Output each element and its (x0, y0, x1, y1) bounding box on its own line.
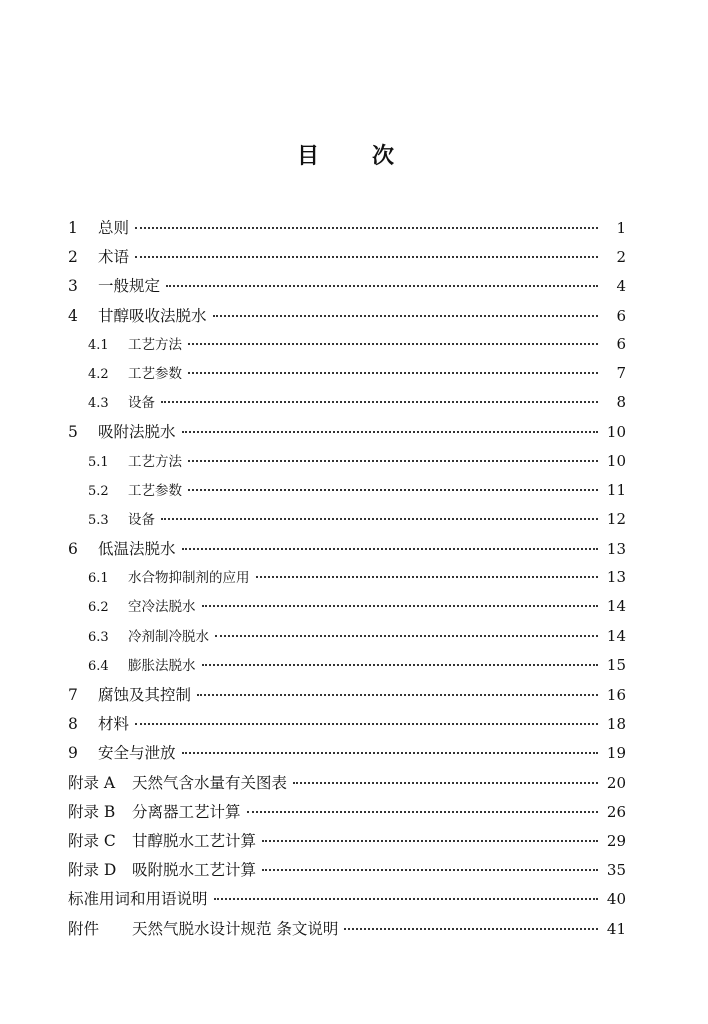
toc-entry-number: 6.1 (88, 571, 109, 587)
toc-entry-label: 术语 (98, 248, 130, 267)
toc-entry-number: 5.3 (88, 512, 109, 528)
toc-entry (68, 712, 626, 741)
toc-entry-number: 附录 D (68, 861, 117, 880)
toc-entry (68, 216, 626, 245)
toc-entry-label: 工艺方法 (128, 453, 182, 470)
toc-entry-page: 29 (606, 831, 626, 850)
toc-entry-label: 工艺参数 (128, 365, 182, 382)
toc-entry-number: 4.3 (88, 396, 109, 412)
toc-entry-label: 工艺参数 (128, 482, 182, 499)
toc-dot-leader (202, 605, 599, 607)
toc-entry-label: 设备 (128, 395, 155, 412)
toc-dot-leader (214, 898, 598, 900)
toc-entry-number: 附录 C (68, 831, 116, 850)
toc-entry-page: 13 (606, 568, 626, 587)
toc-entry-number: 3 (68, 277, 78, 296)
toc-entry (68, 683, 626, 712)
toc-entry-page: 8 (616, 393, 626, 412)
toc-entry-number: 4.1 (88, 337, 109, 353)
toc-entry-number: 4.2 (88, 366, 109, 382)
toc-entry-label: 标准用词和用语说明 (68, 890, 208, 909)
toc-subentry (68, 479, 626, 508)
toc-dot-leader (135, 227, 598, 229)
toc-dot-leader (262, 869, 598, 871)
toc-dot-leader (344, 928, 598, 930)
toc-entry-label: 甘醇吸收法脱水 (98, 306, 207, 325)
toc-entry-number: 6 (68, 540, 78, 559)
toc-dot-leader (293, 782, 598, 784)
toc-dot-leader (197, 694, 598, 696)
toc-appendix-entry (68, 858, 626, 887)
toc-entry-page: 4 (616, 277, 626, 296)
toc-entry-page: 6 (616, 306, 626, 325)
toc-dot-leader (161, 518, 598, 520)
toc-dot-leader (182, 752, 598, 754)
toc-entry-page: 18 (606, 715, 626, 734)
toc-entry-number: 5.1 (88, 454, 109, 470)
toc-entry-number: 8 (68, 715, 78, 734)
toc-dot-leader (161, 401, 598, 403)
toc-entry-label: 分离器工艺计算 (132, 802, 241, 821)
toc-entry (68, 887, 626, 916)
toc-entry (68, 304, 626, 333)
toc-subentry (68, 654, 626, 683)
toc-subentry (68, 625, 626, 654)
toc-dot-leader (202, 664, 599, 666)
toc-entry-page: 19 (606, 744, 626, 763)
toc-entry-page: 41 (606, 919, 626, 938)
toc-dot-leader (247, 811, 598, 813)
toc-entry-label: 天然气含水量有关图表 (132, 773, 288, 792)
toc-entry-label: 水合物抑制剂的应用 (128, 570, 250, 587)
toc-entry-page: 20 (606, 773, 626, 792)
toc-entry-label: 材料 (98, 715, 130, 734)
toc-entry-number: 附件 (68, 919, 100, 938)
toc-entry-page: 11 (606, 480, 626, 499)
toc-dot-leader (188, 372, 598, 374)
toc-entry-label: 设备 (128, 511, 155, 528)
toc-entry-number: 5 (68, 423, 78, 442)
toc-entry-number: 6.2 (88, 600, 109, 616)
toc-subentry (68, 391, 626, 420)
toc-entry-label: 总则 (98, 219, 130, 237)
page-title-char-1: 目 (297, 142, 320, 169)
toc-entry-page: 10 (606, 423, 626, 442)
toc-subentry (68, 450, 626, 479)
toc-entry-page: 10 (606, 451, 626, 470)
toc-entry-label: 膨胀法脱水 (128, 657, 196, 674)
toc-subentry (68, 595, 626, 624)
toc-entry-label: 吸附法脱水 (98, 423, 176, 442)
toc-entry-label: 空冷法脱水 (128, 599, 196, 616)
toc-dot-leader (135, 256, 598, 258)
toc-subentry (68, 362, 626, 391)
toc-entry-page: 40 (606, 890, 626, 909)
toc-entry-number: 2 (68, 248, 78, 267)
toc-subentry (68, 508, 626, 537)
table-of-contents (68, 216, 626, 946)
toc-subentry (68, 566, 626, 595)
toc-entry-page: 2 (616, 248, 626, 267)
toc-dot-leader (262, 840, 598, 842)
toc-entry-label: 冷剂制冷脱水 (128, 628, 209, 645)
toc-dot-leader (188, 489, 598, 491)
toc-entry-page: 7 (616, 363, 626, 382)
toc-entry-label: 工艺方法 (128, 336, 182, 353)
toc-appendix-entry (68, 829, 626, 858)
toc-entry-number: 5.2 (88, 483, 109, 499)
toc-entry-number: 附录 A (68, 773, 116, 792)
toc-entry-label: 安全与泄放 (98, 744, 176, 763)
toc-entry-number: 7 (68, 686, 78, 704)
toc-dot-leader (182, 431, 598, 433)
toc-entry (68, 741, 626, 770)
toc-entry-label: 甘醇脱水工艺计算 (132, 831, 257, 850)
toc-entry-label: 低温法脱水 (98, 540, 176, 559)
toc-entry (68, 537, 626, 566)
page-title-char-2: 次 (372, 142, 395, 169)
toc-entry-page: 12 (606, 509, 626, 528)
toc-entry-page: 1 (616, 219, 626, 237)
toc-entry-number: 附录 B (68, 802, 116, 821)
toc-dot-leader (188, 343, 598, 345)
toc-entry-page: 16 (606, 686, 626, 704)
toc-dot-leader (256, 576, 599, 578)
toc-entry-page: 13 (606, 540, 626, 559)
toc-appendix-entry (68, 917, 626, 946)
toc-entry-label: 一般规定 (98, 277, 161, 296)
toc-dot-leader (215, 635, 598, 637)
toc-entry-page: 26 (606, 802, 626, 821)
toc-dot-leader (188, 460, 598, 462)
toc-entry-number: 9 (68, 744, 78, 763)
toc-entry-number: 6.3 (88, 629, 109, 645)
toc-entry-label: 天然气脱水设计规范 条文说明 (132, 919, 339, 938)
toc-entry-page: 14 (606, 597, 626, 616)
toc-entry (68, 245, 626, 274)
toc-entry-number: 1 (68, 219, 78, 237)
toc-entry-number: 6.4 (88, 658, 109, 674)
toc-entry-number: 4 (68, 306, 78, 325)
toc-appendix-entry (68, 800, 626, 829)
toc-entry-label: 腐蚀及其控制 (98, 686, 192, 704)
toc-dot-leader (213, 315, 598, 317)
toc-entry-label: 吸附脱水工艺计算 (132, 861, 257, 880)
toc-entry (68, 274, 626, 303)
toc-dot-leader (182, 548, 598, 550)
toc-entry-page: 35 (606, 861, 626, 880)
toc-entry (68, 420, 626, 449)
toc-entry-page: 6 (616, 334, 626, 353)
toc-subentry (68, 333, 626, 362)
toc-dot-leader (135, 723, 598, 725)
toc-appendix-entry (68, 771, 626, 800)
toc-dot-leader (166, 285, 598, 287)
toc-entry-page: 15 (606, 655, 626, 674)
toc-entry-page: 14 (606, 626, 626, 645)
